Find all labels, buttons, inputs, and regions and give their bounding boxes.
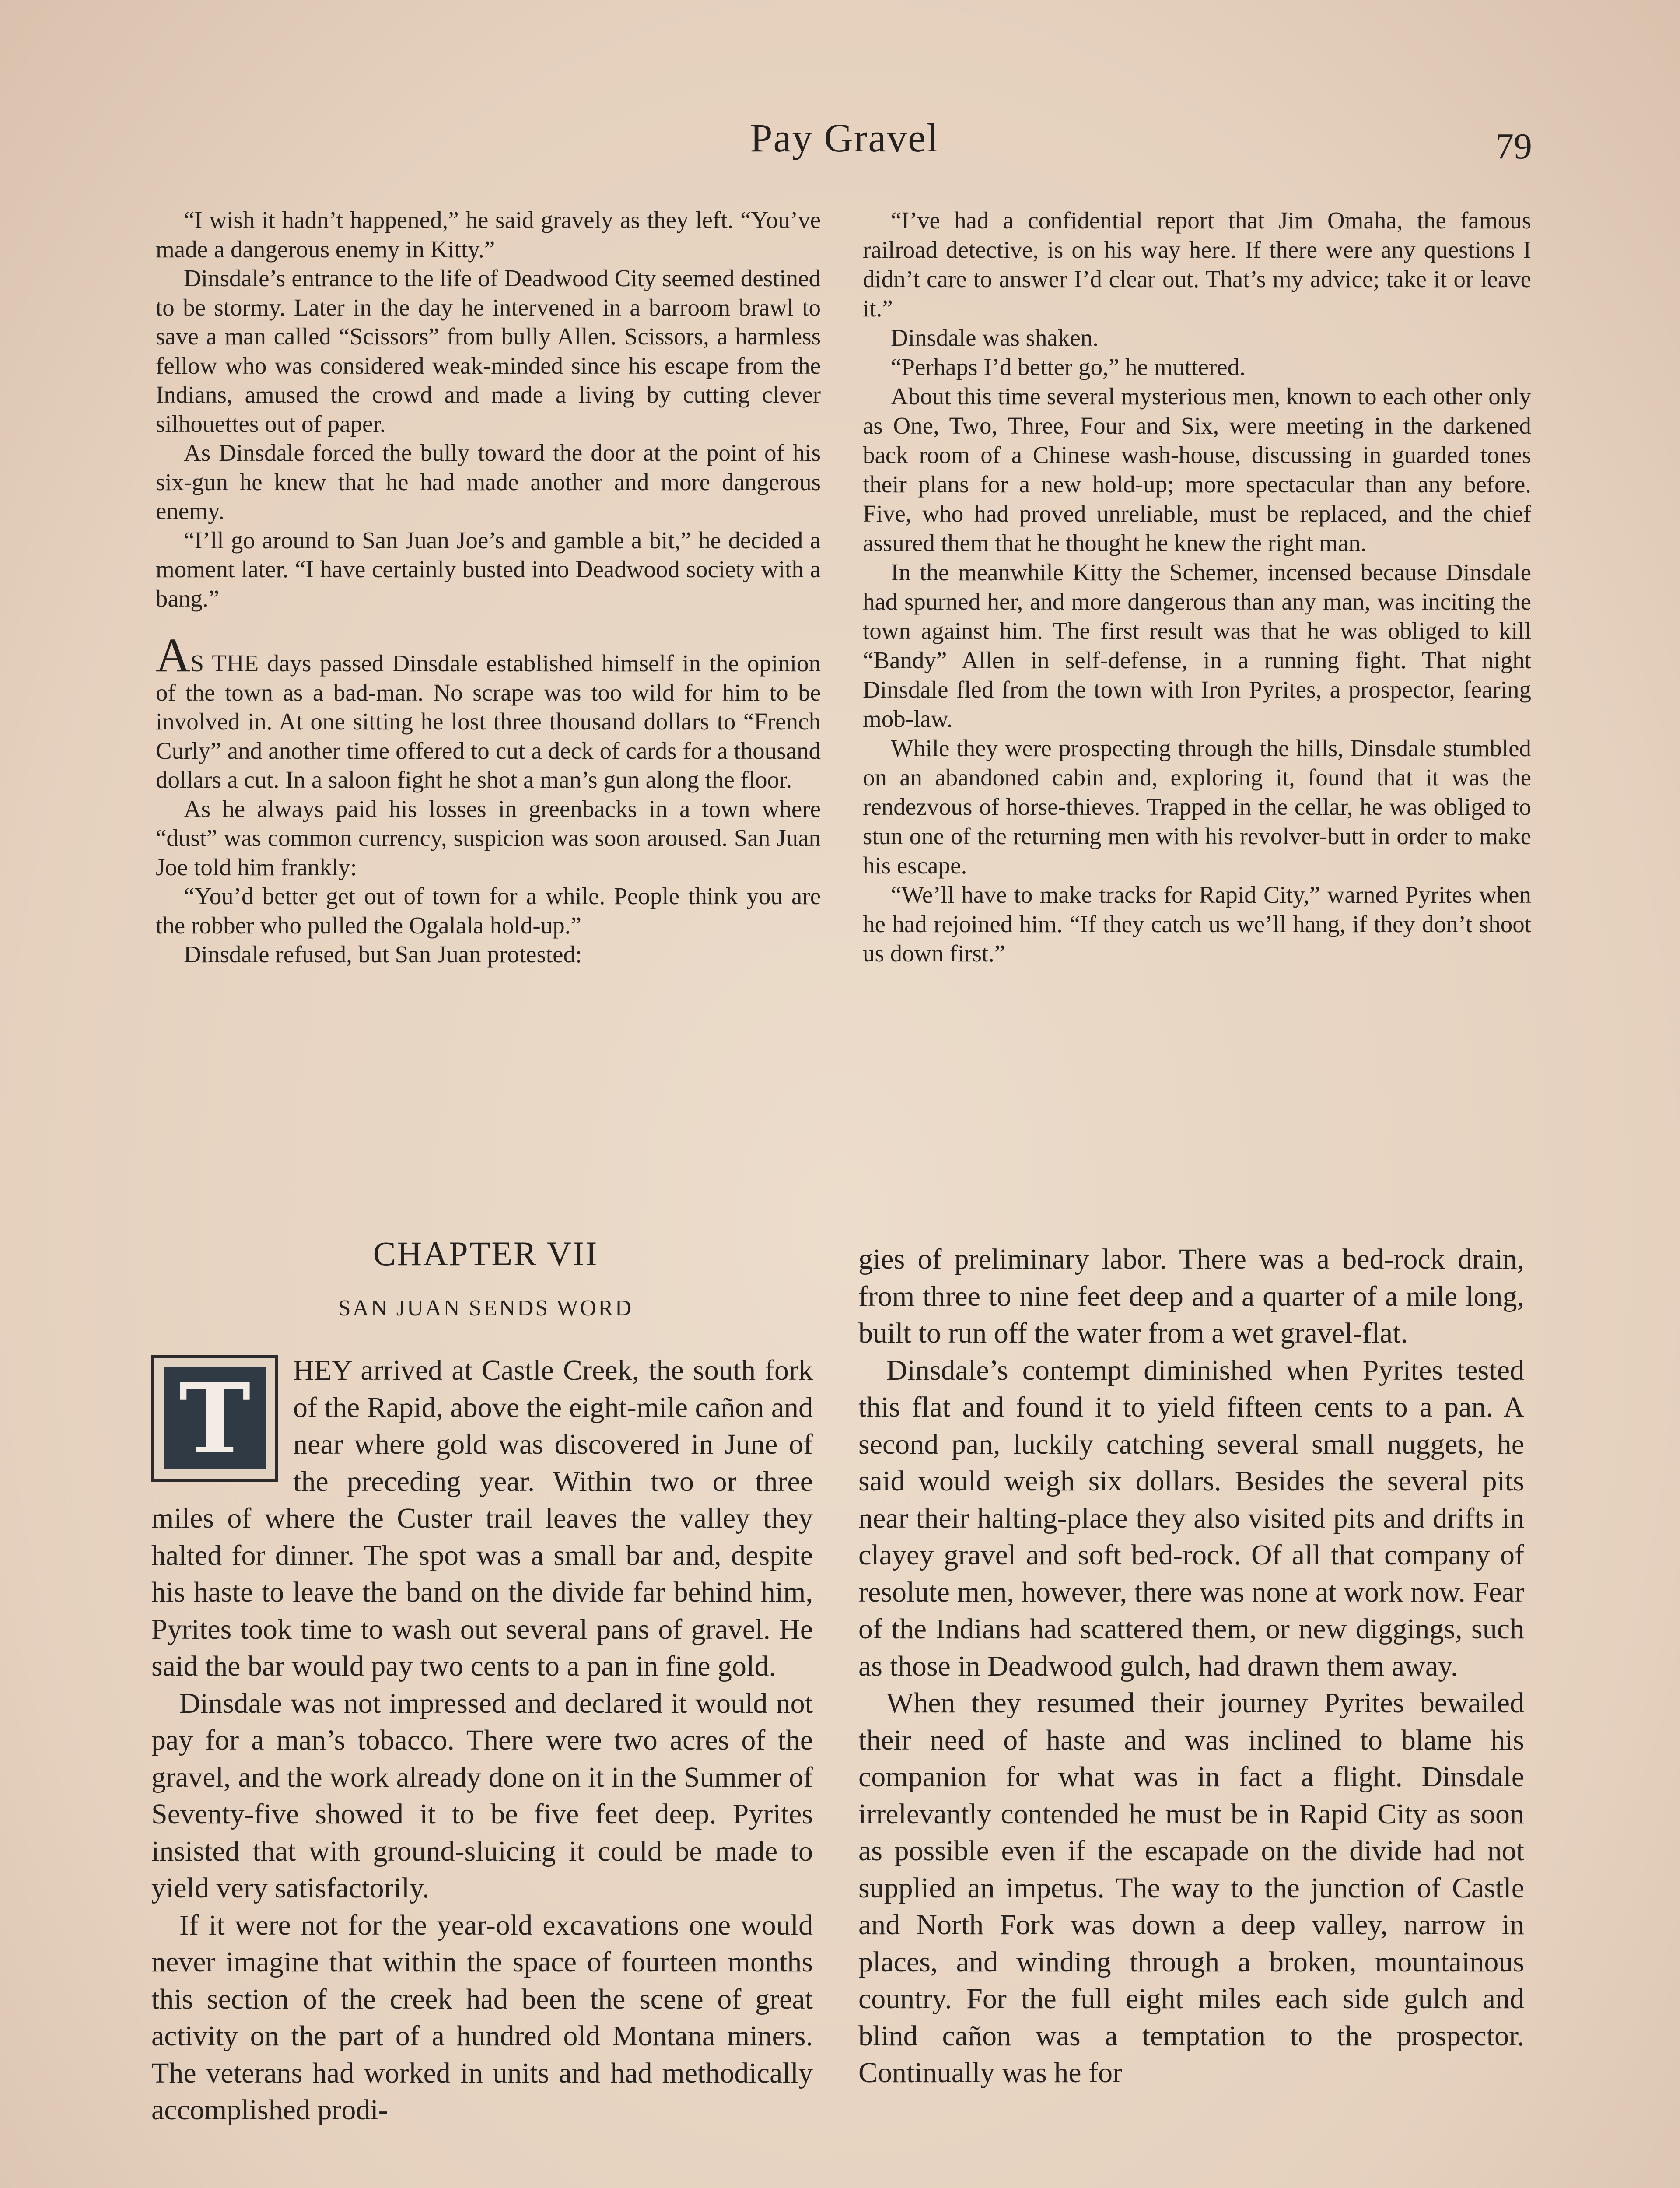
paragraph: “Perhaps I’d better go,” he muttered. <box>891 354 1246 380</box>
synopsis-column-right <box>863 206 1531 968</box>
paragraph: “We’ll have to make tracks for Rapid City,” warned Pyrites when he had rejoined him. “If they catch us we’ll hang, if they don’t shoot us down first.” <box>863 881 1531 967</box>
paragraph: While they were prospecting through the hills, Dinsdale stumbled on an abandoned cabin and, exploring it, found that it was the rendezvous of horse-thieves. Trapped in the cellar, he was obliged to stun one of the returning men with his revolver-butt in order to make his escape. <box>863 735 1531 879</box>
paragraph: When they resumed their journey Pyrites bewailed their need of haste and was inclined to blame his companion for what was in fact a flight. Dinsdale irrelevantly contended he must be in Rapid City as soon as possible even if the escapade on the divide had not supplied an impetus. The way to the junction of Castle and North Fork was down a deep valley, narrow in places, and winding through a broken, mountainous country. For the full eight miles each side gulch and blind cañon was a temptation to the prospector. Continually was he for <box>858 1687 1524 2089</box>
paragraph: “I’ve had a confidential report that Jim Omaha, the famous railroad detective, is on his way here. If there were any questions I didn’t care to answer I’d clear out. That’s my advice; take it or leave it.” <box>863 207 1531 322</box>
section-text: days passed Dinsdale established himself in the opinion of the town as a bad-man. No scrape was too wild for him to be involved in. At one sitting he lost three thousand dollars to “French Curly” and another time offered to cut a deck of cards for a thousand dollars a cut. In a saloon fight he shot a man’s gun along the floor. <box>156 650 821 793</box>
paragraph: Dinsdale’s contempt diminished when Pyrites tested this flat and found it to yield fifteen cents to a pan. A second pan, luckily catching several small nuggets, he said would weigh six dollars. Besides the several pits near their halting-place they also visited pits and drifts in clayey gravel and soft bed-rock. Of all that company of resolute men, however, there was none at work now. Fear of the Indians had scattered them, or new diggings, such as those in Deadwood gulch, had drawn them away. <box>858 1354 1524 1682</box>
synopsis-column-left <box>156 206 821 969</box>
opening-word: HEY <box>293 1354 352 1386</box>
chapter-column-left <box>151 1352 813 2129</box>
section-break <box>156 613 821 642</box>
opening-text: arrived at Castle Creek, the south fork of the Rapid, above the eight-mile cañon and near where gold was discovered in June of the preceding year. Within two or three miles of where the Custer trail leaves the valley they halted for dinner. The spot was a small bar and, despite his haste to leave the band on the divide far behind him, Pyrites took time to wash out several pans of gravel. He said the bar would pay two cents to a pan in fine gold. <box>151 1354 813 1682</box>
paragraph: If it were not for the year-old excavations one would never imagine that within the space of fourteen months this section of the creek had been the scene of great activity on the part of a hundred old Montana miners. The veterans had worked in units and had methodically accomplished prodi- <box>151 1909 813 2126</box>
paragraph: Dinsdale was shaken. <box>891 324 1099 351</box>
running-title: Pay Gravel <box>750 116 939 160</box>
chapter-opening-paragraph <box>151 1352 813 1685</box>
page-number: 79 <box>1495 126 1532 167</box>
paragraph-continued: gies of preliminary labor. There was a bed-rock drain, from three to nine feet deep and a quarter of a mile long, built to run off the water from a wet gravel-flat. <box>858 1243 1524 1349</box>
paragraph: “I’ll go around to San Juan Joe’s and gamble a bit,” he decided a moment later. “I have certainly busted into Deadwood society with a bang.” <box>156 526 821 612</box>
paragraph: “I wish it hadn’t happened,” he said gravely as they left. “You’ve made a dangerous enemy in Kitty.” <box>156 207 821 263</box>
paragraph: About this time several mysterious men, known to each other only as One, Two, Three, Four and Six, were meeting in the darkened back room of a Chinese wash-house, discussing in guarded tones their plans for a new hold-up; more spectacular than any before. Five, who had proved unreliable, must be replaced, and the chief assured them that he thought he knew the right man. <box>863 383 1531 556</box>
paragraph: In the meanwhile Kitty the Schemer, incensed because Dinsdale had spurned her, and more dangerous than any man, was inciting the town against him. The first result was that he was obliged to kill “Bandy” Allen in self-defense, in a running fight. That night Dinsdale fled from the town with Iron Pyrites, a prospector, fearing mob-law. <box>863 559 1531 732</box>
paragraph: Dinsdale refused, but San Juan protested: <box>184 941 582 968</box>
paragraph: As Dinsdale forced the bully toward the door at the point of his six-gun he knew that he had made another and more dangerous enemy. <box>156 439 821 524</box>
section-initial: A <box>156 628 191 682</box>
chapter-column-right <box>858 1241 1524 2092</box>
chapter-subtitle: SAN JUAN SENDS WORD <box>338 1296 634 1321</box>
chapter-title: CHAPTER VII <box>373 1234 598 1273</box>
section-opening-caps: S THE <box>190 650 259 677</box>
paragraph: As he always paid his losses in greenbacks in a town where “dust” was common currency, suspicion was soon aroused. San Juan Joe told him frankly: <box>156 795 821 880</box>
paragraph: Dinsdale’s entrance to the life of Deadwood City seemed destined to be stormy. Later in the day he intervened in a barroom brawl to save a man called “Scissors” from bully Allen. Scissors, a harmless fellow who was considered weak-minded since his escape from the Indians, amused the crowd and made a living by cutting clever silhouettes out of paper. <box>156 265 821 437</box>
drop-cap-letter: T <box>164 1368 266 1469</box>
paragraph-section-start <box>156 628 821 795</box>
drop-cap <box>151 1355 278 1482</box>
paragraph: Dinsdale was not impressed and declared it would not pay for a man’s tobacco. There were two acres of the gravel, and the work already done on it in the Summer of Seventy-five showed it to be five feet deep. Pyrites insisted that with ground-sluicing it could be made to yield very satisfactorily. <box>151 1687 813 1904</box>
paragraph: “You’d better get out of town for a while. People think you are the robber who pulled the Ogalala hold-up.” <box>156 883 821 939</box>
